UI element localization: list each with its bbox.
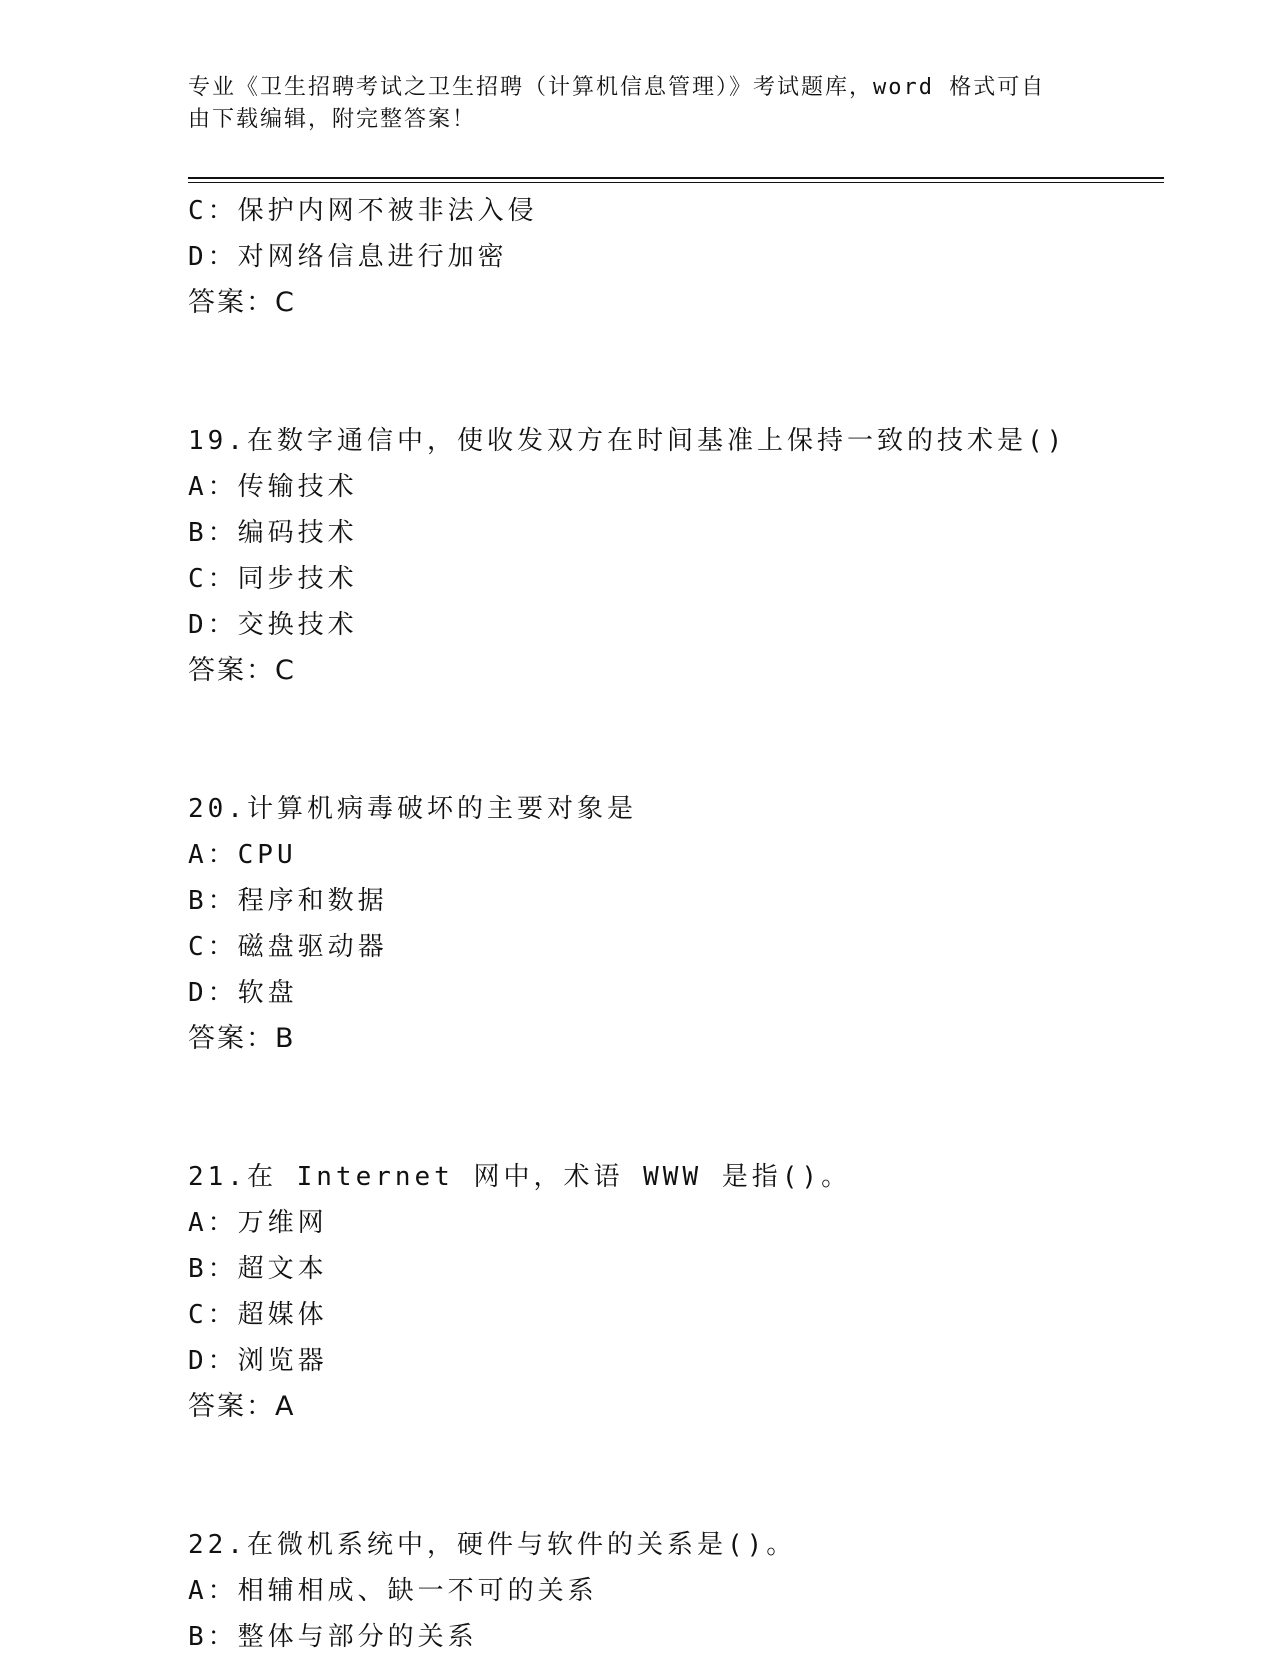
option-d: D：软盘 xyxy=(188,978,298,1008)
header-line-2: 由下载编辑，附完整答案！ xyxy=(188,107,477,132)
option-a: A：传输技术 xyxy=(188,472,358,502)
question-block xyxy=(188,1522,1148,1660)
option-a: A：万维网 xyxy=(188,1208,328,1238)
option-a: A：CPU xyxy=(188,840,297,870)
header-rule-thin xyxy=(188,182,1164,183)
option-b: B：程序和数据 xyxy=(188,886,388,916)
question-stem: 21.在 Internet 网中，术语 WWW 是指()。 xyxy=(188,1162,852,1192)
answer-line: 答案：B xyxy=(188,1023,296,1054)
question-block xyxy=(188,188,1148,326)
answer-line: 答案：A xyxy=(188,1391,296,1422)
block-spacer xyxy=(188,1430,1148,1522)
option-b: B：整体与部分的关系 xyxy=(188,1622,478,1652)
option-c: C：超媒体 xyxy=(188,1300,328,1330)
option-c: C：保护内网不被非法入侵 xyxy=(188,196,538,226)
answer-line: 答案：C xyxy=(188,655,296,686)
option-a: A：相辅相成、缺一不可的关系 xyxy=(188,1576,598,1606)
block-spacer xyxy=(188,1062,1148,1154)
question-stem: 22.在微机系统中，硬件与软件的关系是()。 xyxy=(188,1530,797,1560)
option-d: D：交换技术 xyxy=(188,610,358,640)
question-block xyxy=(188,786,1148,1062)
question-block xyxy=(188,1154,1148,1430)
option-d: D：浏览器 xyxy=(188,1346,328,1376)
option-c: C：磁盘驱动器 xyxy=(188,932,388,962)
header-rule-thick xyxy=(188,177,1164,179)
document-header xyxy=(188,72,1068,136)
answer-line: 答案：C xyxy=(188,287,296,318)
option-c: C：同步技术 xyxy=(188,564,358,594)
question-stem: 20.计算机病毒破坏的主要对象是 xyxy=(188,794,637,824)
option-b: B：超文本 xyxy=(188,1254,328,1284)
option-d: D：对网络信息进行加密 xyxy=(188,242,508,272)
question-list xyxy=(188,188,1148,1660)
question-stem: 19.在数字通信中，使收发双方在时间基准上保持一致的技术是() xyxy=(188,426,1067,456)
block-spacer xyxy=(188,326,1148,418)
block-spacer xyxy=(188,694,1148,786)
question-block xyxy=(188,418,1148,694)
option-b: B：编码技术 xyxy=(188,518,358,548)
header-line-1: 专业《卫生招聘考试之卫生招聘（计算机信息管理）》考试题库，word 格式可自 xyxy=(188,75,1046,100)
